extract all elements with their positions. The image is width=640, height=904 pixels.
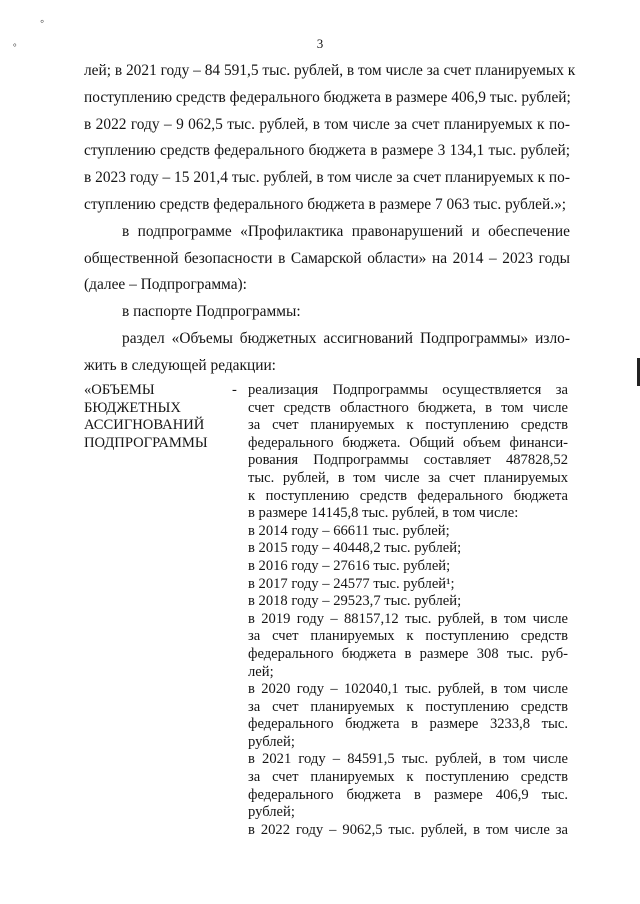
- content-line: федерального бюджета. Общий объем финанси-: [248, 434, 568, 451]
- content-line: в 2022 году – 9062,5 тыс. рублей, в том числе за: [248, 821, 568, 838]
- content-line: в 2014 году – 66611 тыс. рублей;: [248, 522, 450, 539]
- content-line: реализация Подпрограммы осуществляется за: [248, 382, 568, 398]
- content-line: за счет планируемых к поступлению средств: [248, 417, 568, 434]
- text-line: лей; в 2021 году – 84 591,5 тыс. рублей, в том числе за счет планируемых к: [84, 62, 576, 79]
- content-line: в 2021 году – 84591,5 тыс. рублей, в том числе: [248, 751, 568, 768]
- text-line: ступлению средств федерального бюджета в размере 7 063 тыс. рублей.»;: [84, 195, 567, 213]
- content-line: в размере 14145,8 тыс. рублей, в том числе:: [248, 505, 519, 522]
- content-line: в 2019 году – 88157,12 тыс. рублей, в том числе: [248, 610, 568, 627]
- body-paragraph: [84, 58, 576, 380]
- section-content: [248, 382, 568, 839]
- section-label-line: «ОБЪЕМЫ: [84, 382, 155, 398]
- content-line: лей;: [248, 663, 274, 680]
- text-line: (далее – Подпрограмма):: [84, 276, 247, 294]
- content-line: федерального бюджета в размере 3233,8 тыс.: [248, 716, 568, 733]
- text-line: в 2022 году – 9 062,5 тыс. рублей, в том числе за счет планируемых к по-: [84, 115, 570, 133]
- content-line: рования Подпрограммы составляет 487828,52: [248, 452, 568, 469]
- text-line: в паспорте Подпрограммы:: [122, 303, 301, 321]
- content-line: за счет планируемых к поступлению средств: [248, 769, 568, 786]
- text-line: ступлению средств федерального бюджета в размере 3 134,1 тыс. рублей;: [84, 142, 570, 160]
- content-line: федерального бюджета в размере 406,9 тыс.: [248, 786, 568, 803]
- content-line: счет средств областного бюджета, в том числе: [248, 399, 568, 416]
- text-line: в 2023 году – 15 201,4 тыс. рублей, в том числе за счет планируемых к по-: [84, 169, 570, 187]
- separator-dash: -: [232, 382, 237, 398]
- text-line: в подпрограмме «Профилактика правонарушений и обеспечение: [122, 222, 570, 240]
- page-number: 3: [316, 36, 324, 51]
- section-label-line: ПОДПРОГРАММЫ: [84, 434, 208, 451]
- section-label: [84, 382, 224, 452]
- content-line: федерального бюджета в размере 308 тыс. руб-: [248, 645, 568, 662]
- section-label-line: БЮДЖЕТНЫХ: [84, 399, 181, 416]
- content-line: в 2018 году – 29523,7 тыс. рублей;: [248, 593, 462, 610]
- content-line: за счет планируемых к поступлению средств: [248, 698, 568, 715]
- section-label-line: АССИГНОВАНИЙ: [84, 417, 205, 434]
- content-line: в 2016 году – 27616 тыс. рублей;: [248, 557, 451, 574]
- content-line: в 2017 году – 24577 тыс. рублей¹;: [248, 575, 455, 592]
- text-line: жить в следующей редакции:: [84, 356, 276, 374]
- content-line: за счет планируемых к поступлению средств: [248, 628, 568, 645]
- scan-artifact-mark: ◦: [40, 14, 45, 28]
- text-line: поступлению средств федерального бюджета в размере 406,9 тыс. рублей;: [84, 88, 571, 106]
- content-line: тыс. рублей, в том числе за счет планируемых: [248, 469, 568, 486]
- scan-artifact-dot: °: [13, 42, 17, 52]
- text-line: общественной безопасности в Самарской области» на 2014 – 2023 годы: [84, 249, 570, 267]
- content-line: рублей;: [248, 804, 295, 821]
- content-line: в 2015 году – 40448,2 тыс. рублей;: [248, 540, 462, 557]
- content-line: в 2020 году – 102040,1 тыс. рублей, в том числе: [248, 681, 568, 698]
- content-line: рублей;: [248, 733, 295, 750]
- text-line: раздел «Объемы бюджетных ассигнований Подпрограммы» изло-: [122, 329, 570, 347]
- content-line: к поступлению средств федерального бюджета: [248, 487, 568, 504]
